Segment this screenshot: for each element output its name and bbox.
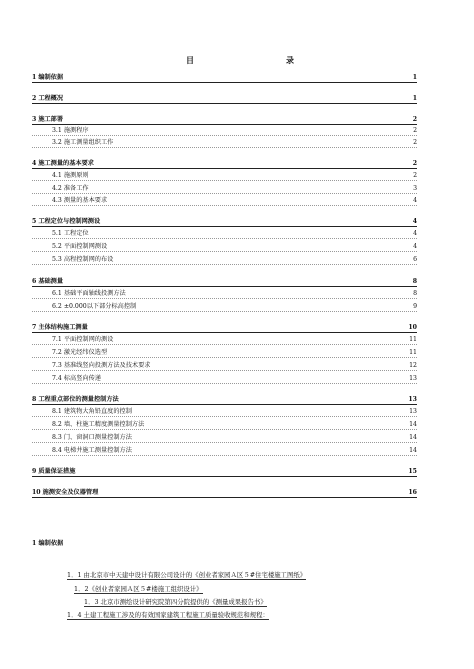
toc-entry-page: 14 (409, 434, 417, 441)
toc-entry-page: 11 (409, 349, 417, 356)
toc-entry-label: 施测程序 (63, 127, 89, 134)
toc-entry-label: 施测原则 (63, 172, 89, 179)
toc-entry-section[interactable] (32, 348, 417, 358)
toc-entry-label: 测量的基本要求 (63, 197, 108, 204)
toc-entry-section[interactable] (32, 229, 417, 239)
toc-entry-label: 高程控制网的布设 (63, 256, 114, 263)
toc-entry-label: ±0.000以下部分标高控制 (63, 303, 137, 310)
toc-entry-number: 2 (32, 95, 37, 102)
toc-entry-chapter[interactable] (32, 394, 417, 405)
toc-entry-chapter[interactable] (32, 216, 417, 227)
toc-entry-label: 平面控制网测设 (63, 243, 108, 250)
toc-entry-label: 施工部署 (38, 116, 64, 123)
toc-entry-label: 准备工作 (63, 185, 89, 192)
toc-entry-number: 4.1 (52, 172, 62, 179)
toc-entry-chapter[interactable] (32, 276, 417, 287)
toc-entry-section[interactable] (32, 196, 417, 206)
toc-entry-number: 7 (32, 324, 37, 331)
toc-entry-section[interactable] (32, 374, 417, 384)
toc-entry-section[interactable] (32, 255, 417, 265)
section-heading: 1 编制依据 (32, 540, 64, 547)
toc-entry-label: 主体结构施工测量 (38, 324, 88, 331)
toc-entry-page: 14 (409, 421, 417, 428)
toc-entry-label: 基础测量 (38, 278, 64, 285)
toc-entry-page: 10 (408, 324, 417, 331)
reference-item: 1．1 由北京市中天建中设计有限公司设计的《创业者家园Ａ区５#住宅楼施工图纸》 (67, 571, 307, 579)
toc-entry-label: 门、窗洞口测量控制方法 (63, 434, 132, 441)
toc-entry-number: 3.1 (52, 127, 62, 134)
toc-entry-chapter[interactable] (32, 487, 417, 498)
toc-title-left: 目 (186, 55, 194, 65)
toc-entry-page: 4 (413, 197, 417, 204)
toc-entry-number: 4.3 (52, 197, 62, 204)
toc-entry-page: 12 (409, 362, 417, 369)
toc-entry-number: 5.3 (52, 256, 62, 263)
toc-entry-number: 6.2 (52, 303, 62, 310)
toc-entry-section[interactable] (32, 126, 417, 136)
toc-entry-number: 5.1 (52, 230, 62, 237)
toc-entry-page: 8 (412, 278, 417, 285)
toc-entry-section[interactable] (32, 138, 417, 148)
toc-entry-number: 8 (32, 396, 37, 403)
toc-entry-number: 4 (32, 160, 37, 167)
toc-entry-section[interactable] (32, 335, 417, 345)
toc-entry-number: 10 (32, 489, 41, 496)
toc-entry-label: 基础平面轴线投测方法 (63, 290, 126, 297)
toc-entry-label: 质量保证措施 (38, 468, 76, 475)
toc-entry-number: 8.2 (52, 421, 62, 428)
toc-entry-label: 激光经纬仪选型 (63, 349, 108, 356)
toc-entry-label: 施工测量组织工作 (63, 139, 114, 146)
toc-entry-number: 6 (32, 278, 37, 285)
toc-entry-page: 4 (413, 230, 417, 237)
toc-entry-label: 工程重点部位的测量控制方法 (38, 396, 119, 403)
toc-entry-number: 5.2 (52, 243, 62, 250)
toc-entry-label: 墙、柱施工精度测量控制方法 (63, 421, 145, 428)
toc-entry-page: 14 (409, 447, 417, 454)
toc-entry-label: 基准线竖向投测方法及技术要求 (63, 362, 151, 369)
toc-entry-page: 13 (409, 375, 417, 382)
toc-entry-page: 8 (413, 290, 417, 297)
toc-entry-section[interactable] (32, 289, 417, 299)
reference-item: 1．3 北京市测绘设计研究院第四分院提供的《测量成果报告书》 (84, 598, 267, 606)
toc-entry-chapter[interactable] (32, 158, 417, 169)
toc-entry-number: 1 (32, 74, 37, 81)
toc-entry-label: 建筑物大角铅直度的控制 (63, 408, 132, 415)
toc-entry-label: 标高竖向传递 (63, 375, 101, 382)
toc-entry-number: 3 (32, 116, 37, 123)
toc-title-right: 录 (286, 55, 294, 65)
toc-entry-chapter[interactable] (32, 466, 417, 477)
toc-entry-page: 4 (412, 218, 417, 225)
toc-entry-section[interactable] (32, 420, 417, 430)
toc-entry-page: 2 (412, 160, 417, 167)
toc-entry-number: 9 (32, 468, 37, 475)
toc-entry-section[interactable] (32, 242, 417, 252)
toc-entry-number: 8.3 (52, 434, 62, 441)
toc-entry-section[interactable] (32, 433, 417, 443)
toc-entry-page: 13 (408, 396, 417, 403)
toc-entry-chapter[interactable] (32, 322, 417, 333)
toc-entry-page: 2 (413, 172, 417, 179)
toc-entry-label: 工程概况 (38, 95, 64, 102)
toc-entry-page: 6 (413, 256, 417, 263)
toc-entry-label: 施工测量的基本要求 (38, 160, 94, 167)
toc-entry-page: 2 (413, 139, 417, 146)
toc-entry-number: 6.1 (52, 290, 62, 297)
toc-entry-chapter[interactable] (32, 93, 417, 104)
toc-entry-label: 工程定位 (63, 230, 89, 237)
toc-entry-label: 编制依据 (38, 74, 64, 81)
toc-entry-number: 3.2 (52, 139, 62, 146)
toc-entry-label: 平面控制网的测设 (63, 336, 114, 343)
toc-entry-page: 2 (413, 127, 417, 134)
toc-entry-section[interactable] (32, 184, 417, 194)
toc-entry-label: 施测安全及仪器管理 (42, 489, 99, 496)
toc-entry-section[interactable] (32, 171, 417, 181)
toc-entry-page: 1 (412, 95, 417, 102)
toc-entry-page: 3 (413, 185, 417, 192)
toc-entry-label: 电梯井施工测量控制方法 (63, 447, 132, 454)
toc-entry-section[interactable] (32, 407, 417, 417)
toc-entry-page: 1 (412, 74, 417, 81)
toc-entry-chapter[interactable] (32, 114, 417, 125)
reference-item: 1．2《创业者家园Ａ区５#楼施工组织设计》 (74, 585, 203, 593)
toc-entry-page: 4 (413, 243, 417, 250)
toc-entry-number: 4.2 (52, 185, 62, 192)
toc-entry-number: 8.4 (52, 447, 62, 454)
toc-entry-page: 15 (408, 468, 417, 475)
toc-entry-chapter[interactable] (32, 72, 417, 83)
toc-entry-number: 7.2 (52, 349, 62, 356)
reference-item: 1．4 土建工程施工涉及的有效国家建筑工程施工质量验收规范和规程： (67, 611, 269, 619)
toc-entry-page: 13 (409, 408, 417, 415)
toc-entry-section[interactable] (32, 446, 417, 456)
toc-entry-page: 9 (413, 303, 417, 310)
toc-entry-page: 2 (412, 116, 417, 123)
toc-entry-section[interactable] (32, 361, 417, 371)
toc-entry-page: 11 (409, 336, 417, 343)
toc-entry-section[interactable] (32, 302, 417, 312)
toc-entry-number: 7.1 (52, 336, 62, 343)
toc-entry-number: 7.4 (52, 375, 62, 382)
toc-entry-number: 5 (32, 218, 37, 225)
toc-entry-page: 16 (408, 489, 417, 496)
toc-entry-number: 8.1 (52, 408, 62, 415)
toc-entry-number: 7.3 (52, 362, 62, 369)
toc-entry-label: 工程定位与控制网测设 (38, 218, 101, 225)
